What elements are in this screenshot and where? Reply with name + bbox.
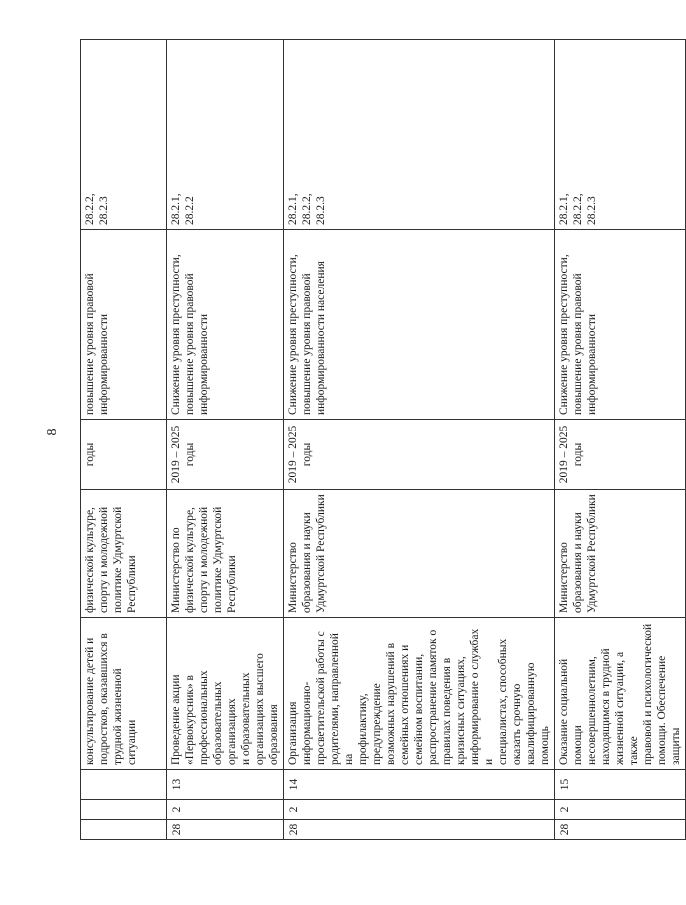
event-cell: Организация информационно- просветительской работы с родителями, направленной на профилактику, предупреждение возможных нарушений в семейных отношениях и семейном воспитании, распространение памяток о правилах поведения в кризисных ситуациях, информирование о службах и специалистах, способных оказать срочную квалифицированную помощь (284, 618, 555, 770)
code-cell-1: 28 (555, 820, 686, 840)
indicators-cell: 28.2.1, 28.2.2 (167, 40, 284, 230)
code-cell-3 (81, 770, 167, 800)
table-row (284, 40, 555, 840)
period-cell: 2019 – 2025 годы (555, 420, 686, 490)
executor-cell: Министерство образования и науки Удмуртской Республики (555, 490, 686, 618)
indicators-cell: 28.2.1, 28.2.2, 28.2.3 (284, 40, 555, 230)
table-row (555, 40, 686, 840)
code-cell-2: 2 (167, 800, 284, 820)
period-cell: 2019 – 2025 годы (284, 420, 555, 490)
period-cell: годы (81, 420, 167, 490)
event-cell: Проведение акции «Первокурсник» в профессиональных образовательных организациях и образовательных организациях высшего образования (167, 618, 284, 770)
executor-cell: физической культуре, спорту и молодежной политике Удмуртской Республики (81, 490, 167, 618)
event-cell: консультирование детей и подростков, оказавшихся в трудной жизненной ситуации (81, 618, 167, 770)
code-cell-1: 28 (284, 820, 555, 840)
code-cell-3: 13 (167, 770, 284, 800)
result-cell: Снижение уровня преступности, повышение уровня правовой информированности (167, 230, 284, 420)
table-row (81, 40, 167, 840)
period-cell: 2019 – 2025 годы (167, 420, 284, 490)
result-cell: Снижение уровня преступности, повышение уровня правовой информированности населения (284, 230, 555, 420)
rotated-table-wrapper (80, 40, 682, 840)
code-cell-1: 28 (167, 820, 284, 840)
program-table (80, 39, 686, 840)
executor-cell: Министерство образования и науки Удмуртской Республики (284, 490, 555, 618)
result-cell: повышение уровня правовой информированности (81, 230, 167, 420)
event-cell: Оказание социальной помощи несовершеннолетним, находящимся в трудной жизненной ситуации, а также правовой и психологической помощи. Обеспечение защиты (555, 618, 686, 770)
table-row (167, 40, 284, 840)
code-cell-2 (81, 800, 167, 820)
code-cell-1 (81, 820, 167, 840)
indicators-cell: 28.2.1, 28.2.2, 28.2.3 (555, 40, 686, 230)
code-cell-2: 2 (555, 800, 686, 820)
page-number: 8 (45, 428, 60, 436)
executor-cell: Министерство по физической культуре, спорту и молодежной политике Удмуртской Республики (167, 490, 284, 618)
indicators-cell: 28.2.2, 28.2.3 (81, 40, 167, 230)
code-cell-3: 14 (284, 770, 555, 800)
code-cell-3: 15 (555, 770, 686, 800)
code-cell-2: 2 (284, 800, 555, 820)
result-cell: Снижение уровня преступности, повышение уровня правовой информированности (555, 230, 686, 420)
